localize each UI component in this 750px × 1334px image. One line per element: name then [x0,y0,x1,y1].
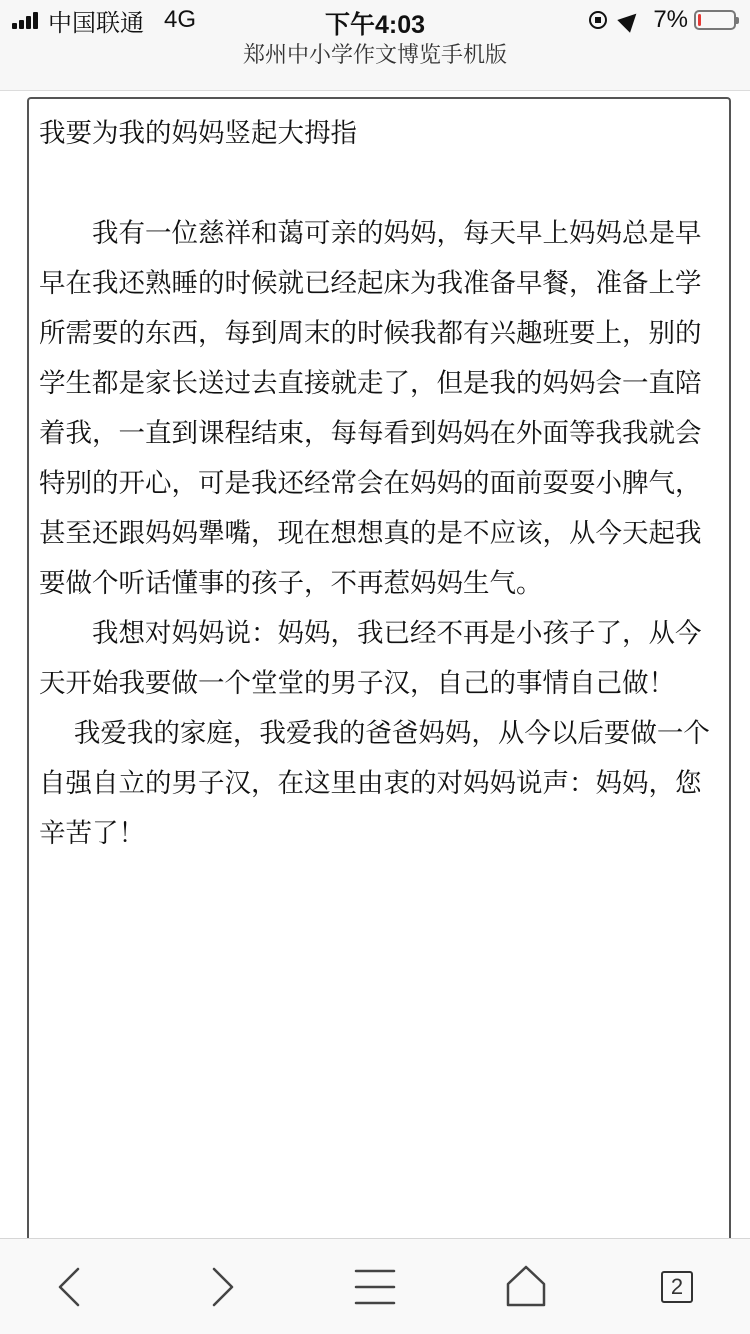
status-bar [0,0,750,40]
battery-percent: 7% [653,6,688,33]
rotation-lock-icon [589,11,607,29]
home-button[interactable] [496,1257,556,1317]
carrier-name: 中国联通 [48,9,144,37]
article-paragraph-3: 我爱我的家庭，我爱我的爸爸妈妈，从今以后要做一个自强自立的男子汉，在这里由衷的对妈妈说声：妈妈，您辛苦了！ [39,718,710,849]
back-button[interactable] [40,1257,100,1317]
network-type: 4G [164,6,197,33]
battery-icon [694,10,736,30]
tabs-button[interactable] [647,1257,707,1317]
status-time: 下午4:03 [324,11,426,39]
chevron-right-icon [192,1257,252,1317]
article-paragraph-2: 我想对妈妈说：妈妈，我已经不再是小孩子了，从今天开始我要做一个堂堂的男子汉，自己的事情自己做！ [39,618,702,699]
site-title[interactable]: 郑州中小学作文博览手机版 [0,40,750,91]
forward-button[interactable] [192,1257,252,1317]
article [29,99,729,859]
menu-button[interactable] [345,1257,405,1317]
article-title: 我要为我的妈妈竖起大拇指 [39,118,357,149]
article-frame [27,97,731,1257]
menu-icon [345,1257,405,1317]
chevron-left-icon [40,1257,100,1317]
tabs-count-icon: 2 [661,1271,693,1303]
browser-toolbar [0,1238,750,1334]
location-arrow-icon [618,7,643,32]
status-right [589,6,736,34]
article-paragraph-1: 我有一位慈祥和蔼可亲的妈妈，每天早上妈妈总是早早在我还熟睡的时候就已经起床为我准备早餐，准备上学所需要的东西，每到周末的时候我都有兴趣班要上，别的学生都是家长送过去直接就走了，但是我的妈妈会一直陪着我，一直到课程结束，每每看到妈妈在外面等我我就会特别的开心，可是我还经常会在妈妈的面前耍耍小脾气，甚至还跟妈妈犟嘴，现在想想真的是不应该，从今天起我要做个听话懂事的孩子，不再惹妈妈生气。 [39,218,702,599]
home-icon [496,1257,556,1317]
battery-level-fill [698,14,701,26]
